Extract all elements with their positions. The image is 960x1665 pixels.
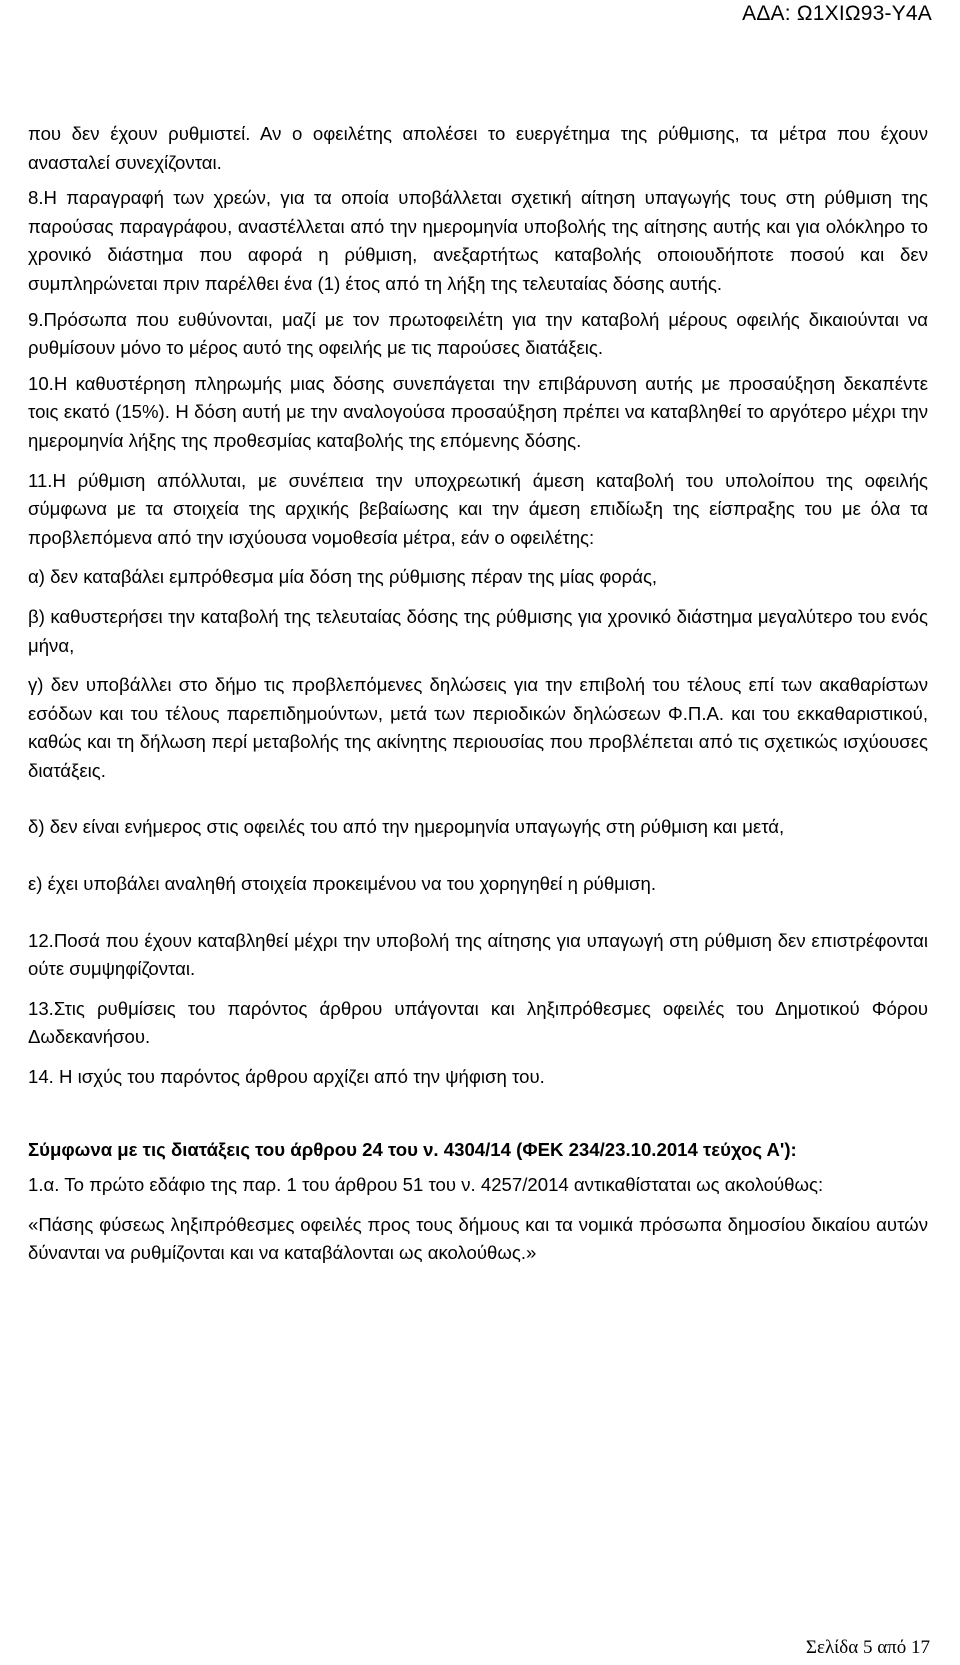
quoted-text: «Πάσης φύσεως ληξιπρόθεσμες οφειλές προς τους δήμους και τα νομικά πρόσωπα δημοσίου δικαίου αυτών δύνανται να ρυθμίζονται και να καταβάλονται ως ακολούθως.» bbox=[28, 1213, 928, 1264]
list-item-e: ε) έχει υποβάλει αναληθή στοιχεία προκειμένου να του χορηγηθεί η ρύθμιση. bbox=[28, 873, 657, 895]
paragraph-8: 8.Η παραγραφή των χρεών, για τα οποία υποβάλλεται σχετική αίτηση υπαγωγής τους στη ρύθμιση της παρούσας παραγράφου, αναστέλλεται από την ημερομηνία υποβολής της αίτησης αυτής και για ολόκληρο το χρονικό διάστημα που αφορά η ρύθμιση, ανεξαρτήτως καταβολής οποιουδήποτε ποσού και δεν συμπληρώνεται πριν παρέλθει ένα (1) έτος από τη λήξη της τελευταίας δόσης αυτής. bbox=[28, 187, 928, 294]
paragraph-10: 10.Η καθυστέρηση πληρωμής μιας δόσης συνεπάγεται την επιβάρυνση αυτής με προσαύξηση δεκαπέντε τοις εκατό (15%). Η δόση αυτή με την αναλογούσα προσαύξηση πρέπει να καταβληθεί το αργότερο μέχρι την ημερομηνία λήξης της προθεσμίας καταβολής της επόμενης δόσης. bbox=[28, 372, 928, 451]
paragraph-continuation: που δεν έχουν ρυθμιστεί. Αν ο οφειλέτης απολέσει το ευεργέτημα της ρύθμισης, τα μέτρα που έχουν ανασταλεί συνεχίζονται. bbox=[28, 123, 928, 173]
paragraph-1a: 1.α. Το πρώτο εδάφιο της παρ. 1 του άρθρου 51 του ν. 4257/2014 αντικαθίσταται ως ακολούθως: bbox=[28, 1174, 824, 1196]
page-number: Σελίδα 5 από 17 bbox=[805, 1637, 930, 1658]
list-item-d: δ) δεν είναι ενήμερος στις οφειλές του από την ημερομηνία υπαγωγής στη ρύθμιση και μετά, bbox=[28, 816, 785, 838]
paragraph-14: 14. Η ισχύς του παρόντος άρθρου αρχίζει από την ψήφιση του. bbox=[28, 1066, 545, 1088]
paragraph-12: 12.Ποσά που έχουν καταβληθεί μέχρι την υποβολή της αίτησης για υπαγωγή στη ρύθμιση δεν επιστρέφονται ούτε συμψηφίζονται. bbox=[28, 929, 928, 980]
list-item-a: α) δεν καταβάλει εμπρόθεσμα μία δόση της ρύθμισης πέραν της μίας φοράς, bbox=[28, 566, 658, 588]
section-heading: Σύμφωνα με τις διατάξεις του άρθρου 24 του ν. 4304/14 (ΦΕΚ 234/23.10.2014 τεύχος Α'): bbox=[28, 1138, 797, 1160]
paragraph-11: 11.Η ρύθμιση απόλλυται, με συνέπεια την υποχρεωτική άμεση καταβολή του υπολοίπου της οφειλής σύμφωνα με τα στοιχεία της αρχικής βεβαίωσης και την άμεση επιδίωξη της είσπραξης του με όλα τα προβλεπόμενα από την ισχύουσα νομοθεσία μέτρα, εάν ο οφειλέτης: bbox=[28, 469, 928, 548]
list-item-c: γ) δεν υποβάλλει στο δήμο τις προβλεπόμενες δηλώσεις για την επιβολή του τέλους επί των ακαθαρίστων εσόδων και του τέλους παρεπιδημούντων, μετά των περιοδικών δηλώσεων Φ.Π.Α. και του εκκαθαριστικού, καθώς και τη δήλωση περί μεταβολής της ακίνητης περιουσίας που προβλέπεται από τις σχετικώς ισχύουσες διατάξεις. bbox=[28, 674, 928, 781]
list-item-b: β) καθυστερήσει την καταβολή της τελευταίας δόσης της ρύθμισης για χρονικό διάστημα μεγαλύτερο του ενός μήνα, bbox=[28, 605, 928, 656]
document-body bbox=[28, 120, 928, 1275]
paragraph-9: 9.Πρόσωπα που ευθύνονται, μαζί με τον πρωτοφειλέτη για την καταβολή μέρους οφειλής δικαιούνται να ρυθμίσουν μόνο το μέρος αυτό της οφειλής με τις παρούσες διατάξεις. bbox=[28, 308, 928, 359]
ada-code: ΑΔΑ: Ω1ΧΙΩ93-Υ4Α bbox=[742, 2, 932, 25]
paragraph-13: 13.Στις ρυθμίσεις του παρόντος άρθρου υπάγονται και ληξιπρόθεσμες οφειλές του Δημοτικού Φόρου Δωδεκανήσου. bbox=[28, 997, 928, 1048]
